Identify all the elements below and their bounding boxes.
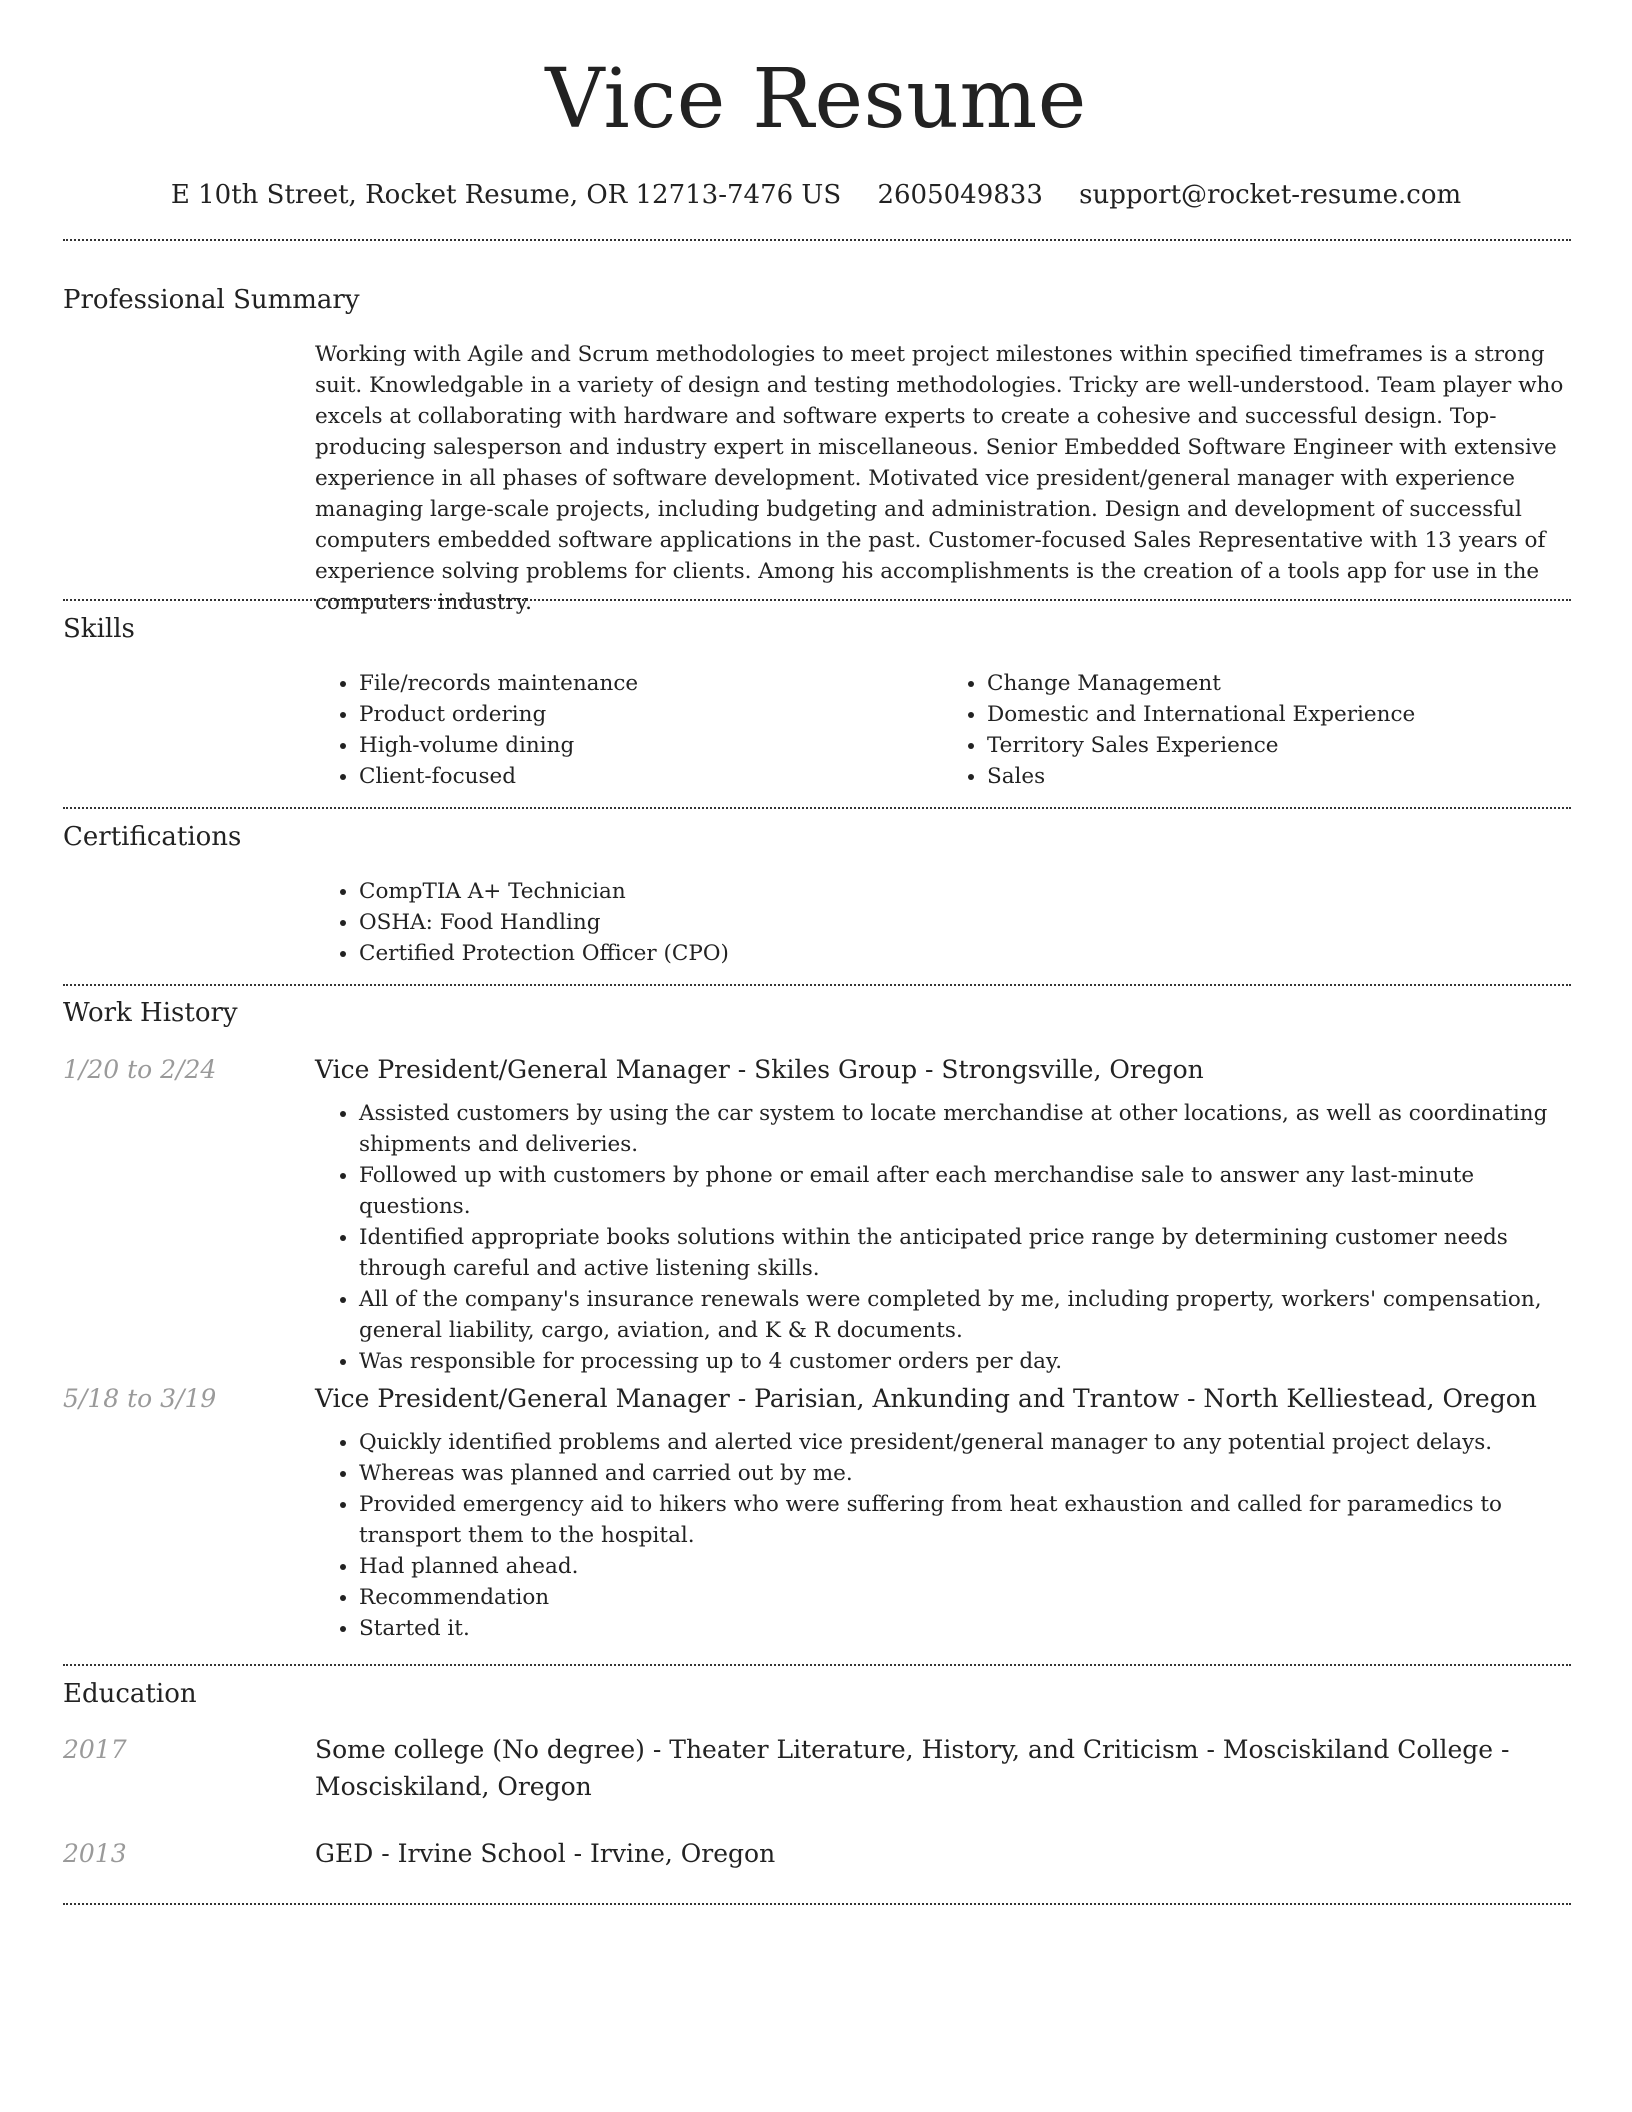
education-year: 2017 (63, 1735, 127, 1764)
job-title: Vice President/General Manager - Parisian, Ankunding and Trantow - North Kelliestead, Oregon (315, 1384, 1537, 1413)
education-year: 2013 (63, 1839, 127, 1868)
certifications-list (315, 876, 1571, 969)
job-bullet: • Quickly identified problems and alerted vice president/general manager to any potential project delays. (359, 1427, 1571, 1458)
section-title-education: Education (63, 1679, 197, 1709)
candidate-name: Vice Resume (545, 52, 1087, 147)
skill-item: • Domestic and International Experience (987, 699, 1571, 730)
job-bullets (315, 1427, 1571, 1644)
divider (63, 984, 1571, 986)
job-bullet: • Assisted customers by using the car system to locate merchandise at other locations, as well as coordinating shipments and deliveries. (359, 1098, 1571, 1160)
resume-header (0, 0, 1632, 212)
job-bullet: • Followed up with customers by phone or email after each merchandise sale to answer any last-minute questions. (359, 1160, 1571, 1222)
certifications-block (315, 876, 1571, 969)
skill-item: • Change Management (987, 668, 1571, 699)
job-bullet: • Recommendation (359, 1582, 1571, 1613)
skill-item: • Sales (987, 761, 1571, 792)
section-title-summary: Professional Summary (63, 285, 360, 315)
job-bullet: • Identified appropriate books solutions within the anticipated price range by determining customer needs through careful and active listening skills. (359, 1222, 1571, 1284)
job-bullet: • Whereas was planned and carried out by me. (359, 1458, 1571, 1489)
education-title: Some college (No degree) - Theater Literature, History, and Criticism - Mosciskiland College - Mosciskiland, Oregon (315, 1735, 1510, 1801)
address: E 10th Street, Rocket Resume, OR 12713-7476 US (170, 180, 842, 210)
job-bullet: • Was responsible for processing up to 4 customer orders per day. (359, 1346, 1571, 1377)
divider (63, 599, 1571, 601)
job-bullet: • Had planned ahead. (359, 1551, 1571, 1582)
education-title: GED - Irvine School - Irvine, Oregon (315, 1839, 776, 1868)
section-title-work-history: Work History (63, 998, 238, 1028)
job-dates: 5/18 to 3/19 (63, 1384, 217, 1413)
section-title-certifications: Certifications (63, 822, 242, 852)
job-entry (315, 1381, 1571, 1644)
skills-list-right (943, 668, 1571, 792)
section-title-skills: Skills (63, 614, 135, 644)
skill-item: • Territory Sales Experience (987, 730, 1571, 761)
certification-item: • Certified Protection Officer (CPO) (359, 938, 1571, 969)
skill-item: • Client-focused (359, 761, 943, 792)
divider (63, 1664, 1571, 1666)
skill-item: • Product ordering (359, 699, 943, 730)
job-entry (315, 1052, 1571, 1377)
skill-item: • File/records maintenance (359, 668, 943, 699)
divider (63, 807, 1571, 809)
job-dates: 1/20 to 2/24 (63, 1055, 217, 1084)
phone: 2605049833 (877, 180, 1043, 210)
email: support@rocket-resume.com (1079, 180, 1462, 210)
summary-text: Working with Agile and Scrum methodologies to meet project milestones within specified timeframes is a strong suit. Knowledgable in a variety of design and testing methodologies. Tricky are well-understood. Team player who excels at collaborating with hardware and software experts to create a cohesive and successful design. Top-producing salesperson and industry expert in miscellaneous. Senior Embedded Software Engineer with extensive experience in all phases of software development. Motivated vice president/general manager with experience managing large-scale projects, including budgeting and administration. Design and development of successful computers embedded software applications in the past. Customer-focused Sales Representative with 13 years of experience solving problems for clients. Among his accomplishments is the creation of a tools app for use in the computers industry. (315, 342, 1564, 615)
job-bullet: • Provided emergency aid to hikers who were suffering from heat exhaustion and called for paramedics to transport them to the hospital. (359, 1489, 1571, 1551)
skills-columns (315, 668, 1571, 792)
job-bullets (315, 1098, 1571, 1377)
education-entry (315, 1731, 1545, 1805)
divider (63, 239, 1571, 241)
job-title: Vice President/General Manager - Skiles Group - Strongsville, Oregon (315, 1055, 1204, 1084)
skills-list-left (315, 668, 943, 792)
job-bullet: • All of the company's insurance renewals were completed by me, including property, workers' compensation, general liability, cargo, aviation, and K & R documents. (359, 1284, 1571, 1346)
certification-item: • OSHA: Food Handling (359, 907, 1571, 938)
contact-line (0, 178, 1632, 212)
divider (63, 1903, 1571, 1905)
job-bullet: • Started it. (359, 1613, 1571, 1644)
certification-item: • CompTIA A+ Technician (359, 876, 1571, 907)
summary-text-block (315, 339, 1571, 618)
education-entry (315, 1835, 1571, 1872)
skill-item: • High-volume dining (359, 730, 943, 761)
